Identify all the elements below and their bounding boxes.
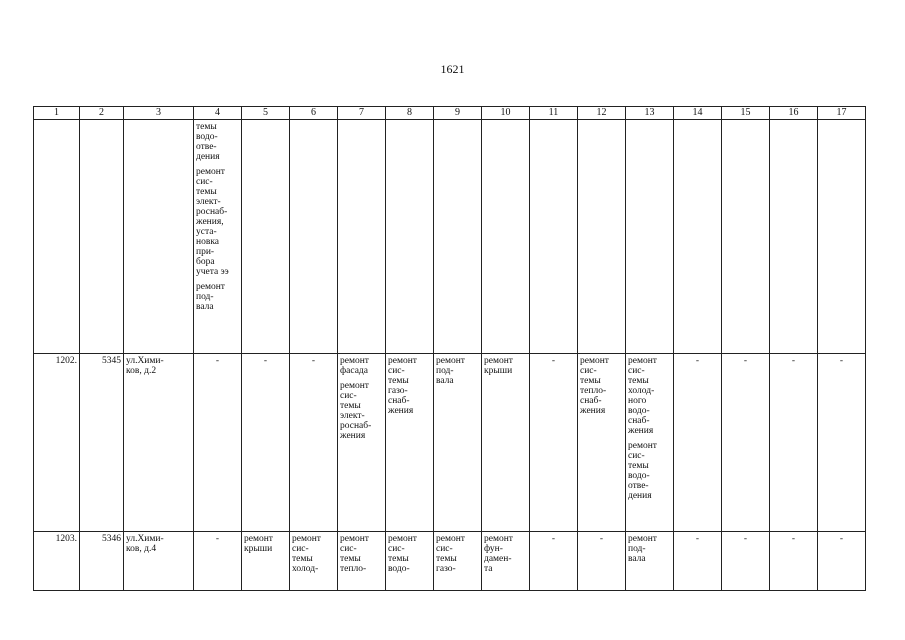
col-header: 16	[770, 107, 818, 120]
work-item: ремонт сис- темы водо- отве- дения	[628, 441, 657, 501]
cell-work-type	[674, 120, 722, 354]
cell-work-type	[818, 120, 866, 354]
table-row	[34, 354, 866, 532]
cell-work-type	[722, 120, 770, 354]
cell-work-type: -	[674, 532, 722, 591]
work-item: ремонт сис- темы элект- роснаб- жения	[340, 381, 372, 441]
cell-work-type	[194, 120, 242, 354]
cell-work-type: -	[722, 532, 770, 591]
col-header: 8	[386, 107, 434, 120]
cell-work-type	[338, 354, 386, 532]
cell-work-type: -	[578, 532, 626, 591]
cell-work-type	[338, 532, 386, 591]
cell-work-type	[386, 120, 434, 354]
repair-schedule-table	[33, 106, 866, 591]
cell-work-type	[290, 120, 338, 354]
cell-work-type: -	[770, 354, 818, 532]
cell-work-type: ремонт сис- темы тепло- снаб- жения	[578, 354, 626, 532]
cell-work-type: -	[818, 532, 866, 591]
page-number: 1621	[440, 62, 465, 76]
col-header: 15	[722, 107, 770, 120]
cell-work-type: ремонт фун- дамен- та	[482, 532, 530, 591]
work-item: ремонт фасада	[340, 356, 369, 376]
cell-work-type: -	[770, 532, 818, 591]
col-header: 9	[434, 107, 482, 120]
cell-work-type: ремонт под- вала	[434, 354, 482, 532]
cell-work-type	[194, 354, 242, 532]
cell-work-type	[434, 120, 482, 354]
cell-work-type: -	[290, 354, 338, 532]
work-item: темы водо- отве- дения	[196, 122, 220, 162]
cell-work-type	[482, 120, 530, 354]
cell-work-type: -	[530, 354, 578, 532]
col-header: 2	[80, 107, 124, 120]
cell-work-type	[338, 120, 386, 354]
cell-work-type: -	[530, 532, 578, 591]
work-item: ремонт под- вала	[196, 282, 225, 312]
cell-work-type: ремонт крыши	[482, 354, 530, 532]
cell-work-type	[626, 120, 674, 354]
cell-work-type	[194, 532, 242, 591]
cell-work-type	[626, 532, 674, 591]
col-header: 4	[194, 107, 242, 120]
cell-work-type: -	[674, 354, 722, 532]
table-row	[34, 120, 866, 354]
cell-work-type: ремонт сис- темы газо- снаб- жения	[386, 354, 434, 532]
cell-work-type: ремонт сис- темы водо-	[386, 532, 434, 591]
cell-work-type: -	[722, 354, 770, 532]
col-header: 13	[626, 107, 674, 120]
work-item: ремонт сис- темы холод- ного водо- снаб- жения	[628, 356, 657, 436]
work-item: -	[215, 356, 220, 366]
cell-work-type	[242, 120, 290, 354]
cell-code: 5346	[80, 532, 124, 591]
col-header: 3	[124, 107, 194, 120]
col-header: 6	[290, 107, 338, 120]
cell-code: 5345	[80, 354, 124, 532]
col-header: 5	[242, 107, 290, 120]
col-header: 10	[482, 107, 530, 120]
cell-address	[124, 120, 194, 354]
col-header: 17	[818, 107, 866, 120]
cell-work-type	[626, 354, 674, 532]
col-header: 12	[578, 107, 626, 120]
cell-code	[80, 120, 124, 354]
cell-row-number	[34, 120, 80, 354]
cell-work-type: -	[242, 354, 290, 532]
cell-address: ул.Хими- ков, д.4	[124, 532, 194, 591]
cell-work-type: ремонт крыши	[242, 532, 290, 591]
cell-work-type	[578, 120, 626, 354]
work-item: ремонт сис- темы элект- роснаб- жения, уста- новка при- бора учета ээ	[196, 167, 229, 277]
work-item: ремонт под- вала	[628, 534, 657, 564]
work-item: ремонт сис- темы тепло-	[340, 534, 369, 574]
header-row	[34, 107, 866, 120]
cell-row-number: 1202.	[34, 354, 80, 532]
cell-work-type: ремонт сис- темы газо-	[434, 532, 482, 591]
col-header: 7	[338, 107, 386, 120]
col-header: 1	[34, 107, 80, 120]
work-item: -	[215, 534, 220, 544]
cell-work-type: ремонт сис- темы холод-	[290, 532, 338, 591]
col-header: 14	[674, 107, 722, 120]
cell-work-type	[530, 120, 578, 354]
cell-row-number: 1203.	[34, 532, 80, 591]
cell-address: ул.Хими- ков, д.2	[124, 354, 194, 532]
table-row	[34, 532, 866, 591]
col-header: 11	[530, 107, 578, 120]
cell-work-type	[770, 120, 818, 354]
cell-work-type: -	[818, 354, 866, 532]
